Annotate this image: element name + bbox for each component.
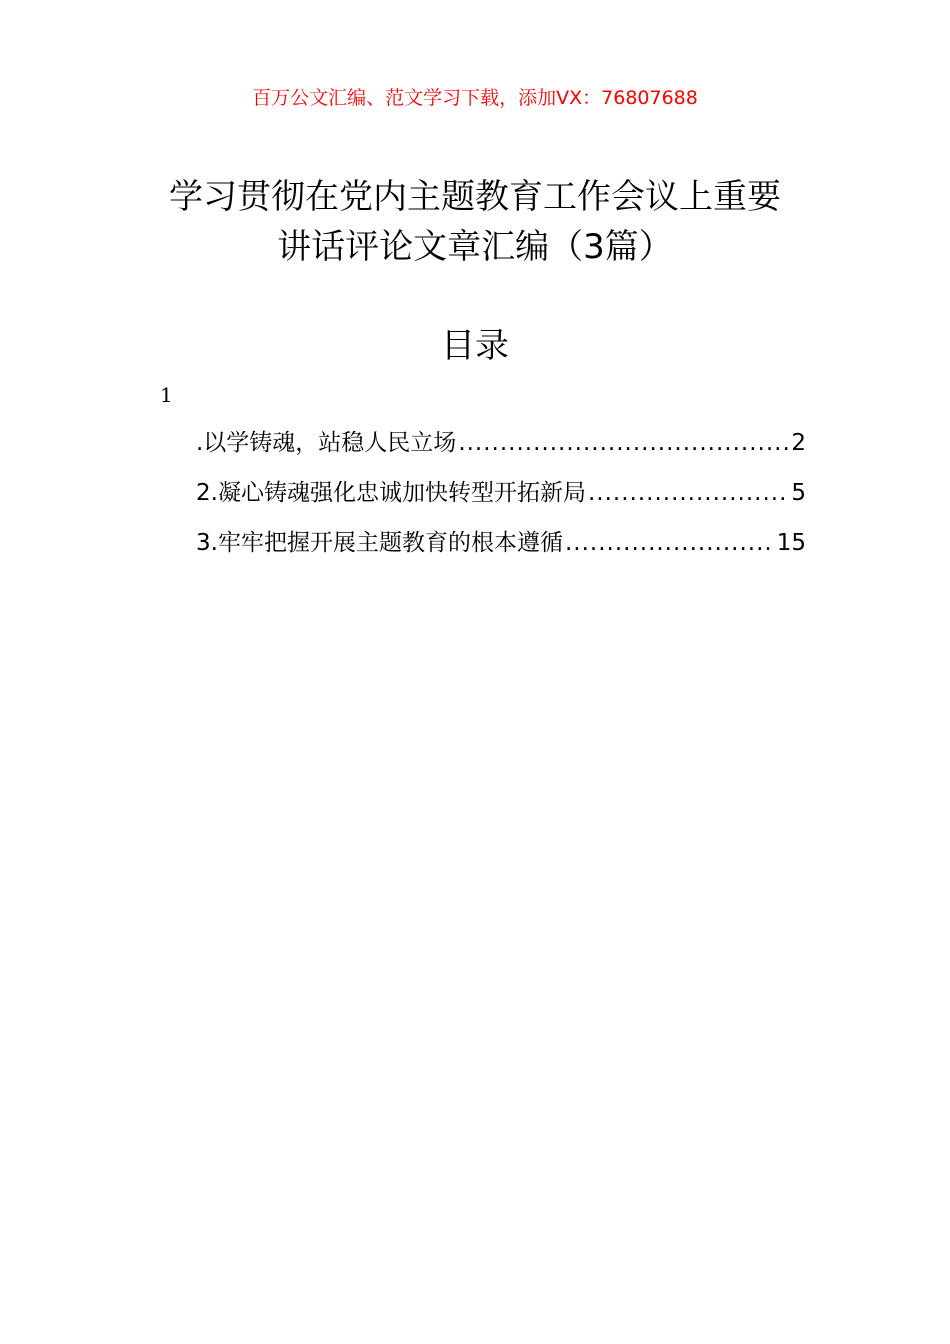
- toc-leader-dots: [588, 476, 789, 510]
- toc-heading: 目录: [441, 326, 509, 366]
- title-line-2: 讲话评论文章汇编（3篇）: [277, 227, 673, 267]
- promo-header-note: 百万公文汇编、范文学习下载，添加VX：76807688: [252, 87, 698, 109]
- toc-entry[interactable]: [196, 426, 806, 476]
- toc-leader-dots: [458, 426, 789, 460]
- toc-entry-page: 5: [791, 480, 806, 506]
- title-line-1: 学习贯彻在党内主题教育工作会议上重要: [169, 177, 781, 217]
- toc-entry-page: 15: [776, 530, 806, 556]
- toc-entry-page: 2: [791, 430, 806, 456]
- toc-entry-title: .以学铸魂，站稳人民立场: [196, 430, 457, 456]
- toc-entry-title: 3.牢牢把握开展主题教育的根本遵循: [196, 530, 563, 556]
- document-title: [100, 172, 850, 272]
- toc-entry[interactable]: [196, 476, 806, 526]
- stray-list-number: 1: [160, 383, 173, 407]
- table-of-contents: [196, 426, 806, 576]
- toc-leader-dots: [565, 526, 775, 560]
- toc-entry-title: 2.凝心铸魂强化忠诚加快转型开拓新局: [196, 480, 586, 506]
- toc-entry[interactable]: [196, 526, 806, 576]
